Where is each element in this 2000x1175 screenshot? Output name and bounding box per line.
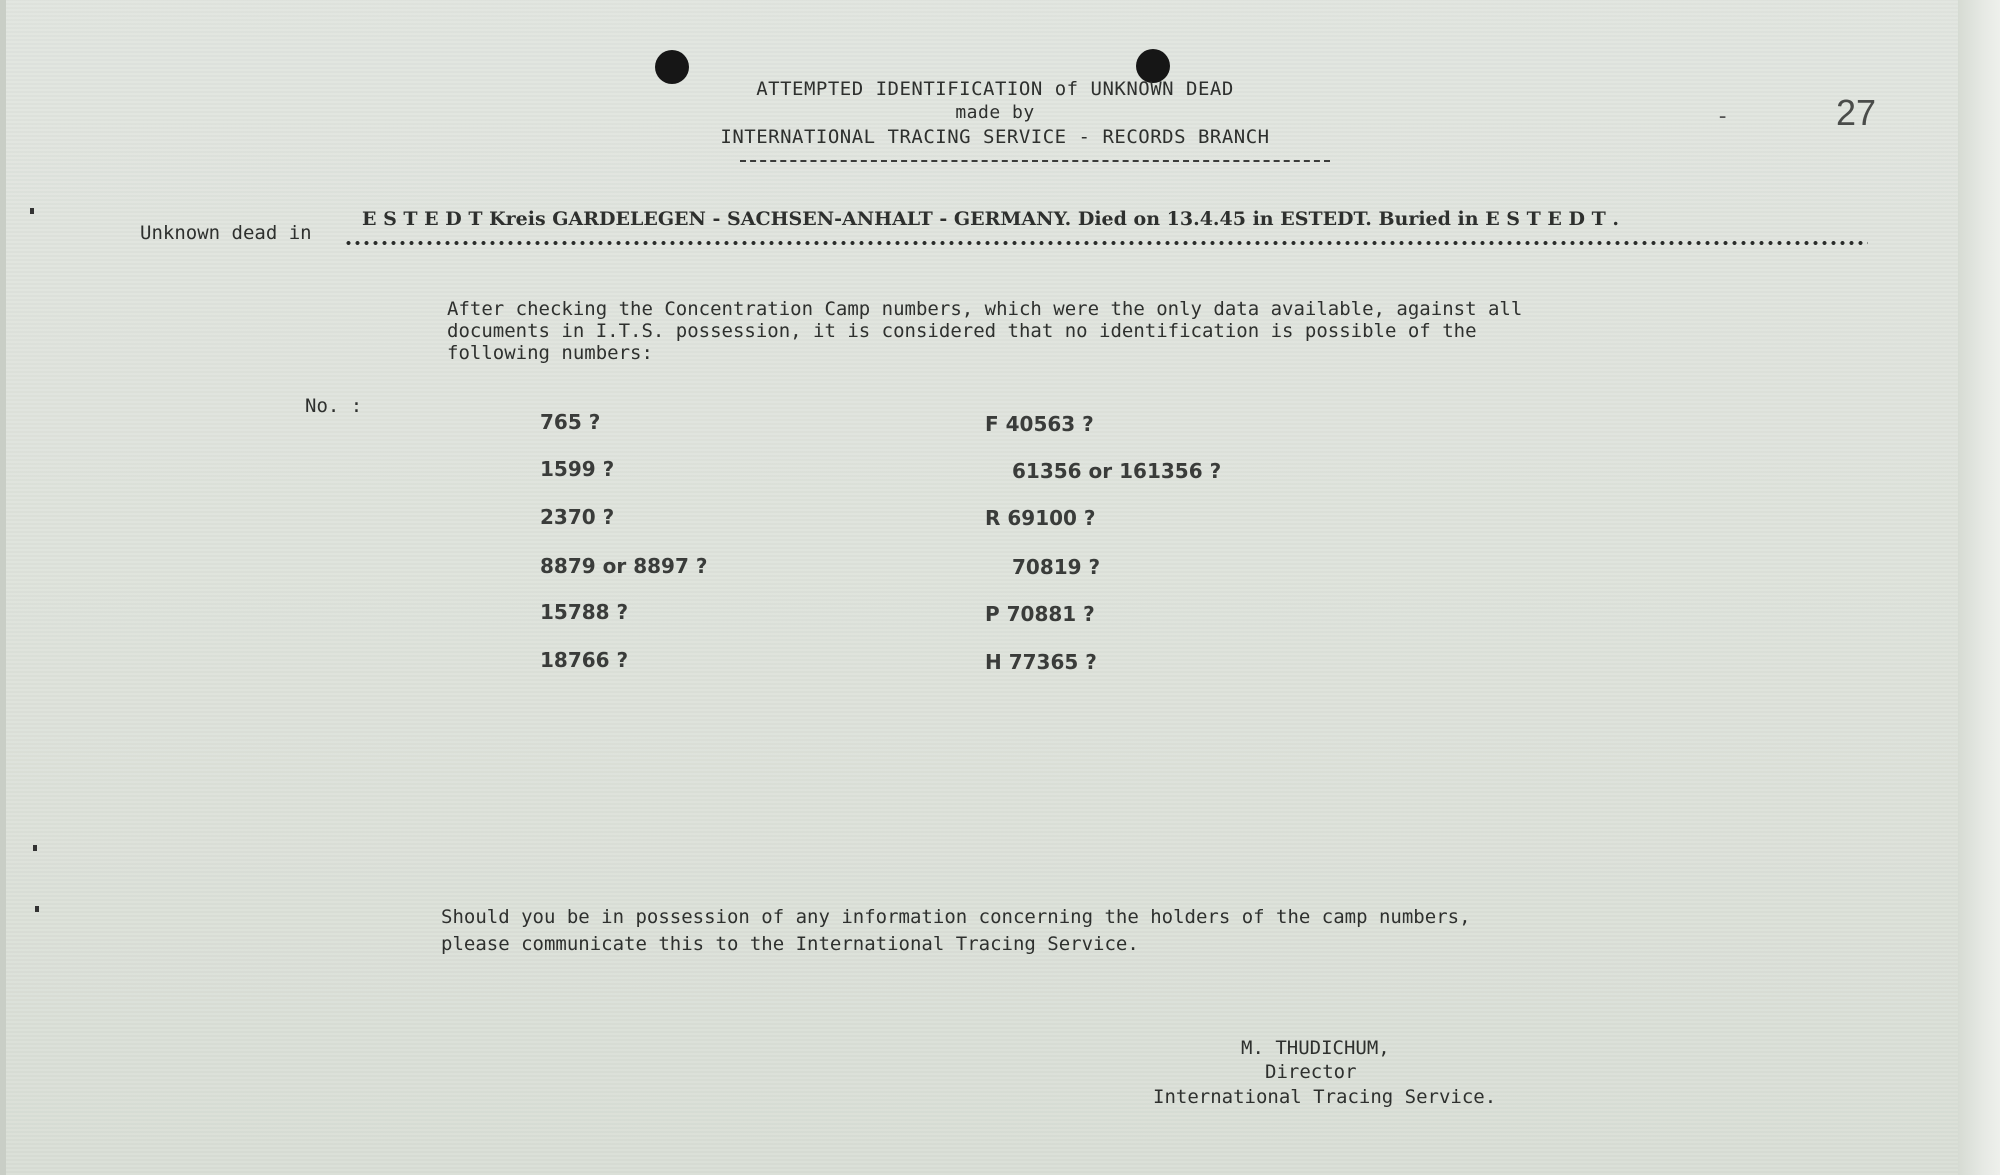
intro-line-1: After checking the Concentration Camp numbers, which were the only data available, against all	[447, 298, 1523, 320]
closing-line-1: Should you be in possession of any information concerning the holders of the camp numbers,	[441, 906, 1471, 928]
number-left-5: 15788 ?	[540, 600, 629, 624]
number-left-2: 1599 ?	[540, 457, 615, 481]
header-title: ATTEMPTED IDENTIFICATION of UNKNOWN DEAD	[756, 78, 1234, 100]
number-left-6: 18766 ?	[540, 648, 629, 672]
page-mark: -	[1716, 104, 1730, 129]
number-left-1: 765 ?	[540, 410, 601, 434]
margin-mark	[33, 845, 37, 851]
closing-line-2: please communicate this to the International Tracing Service.	[441, 933, 1139, 955]
number-right-5: P 70881 ?	[985, 602, 1095, 626]
number-left-4: 8879 or 8897 ?	[540, 554, 708, 578]
left-edge	[0, 0, 6, 1175]
number-right-2: 61356 or 161356 ?	[1012, 459, 1222, 483]
margin-mark	[35, 906, 39, 912]
number-right-4: 70819 ?	[1012, 555, 1101, 579]
dotted-line	[344, 240, 1868, 246]
unknown-dead-place: E S T E D T Kreis GARDELEGEN - SACHSEN-ANHALT - GERMANY. Died on 13.4.45 in ESTEDT. Buried in E S T E D T .	[362, 208, 1619, 230]
intro-line-2: documents in I.T.S. possession, it is considered that no identification is possible of the	[447, 320, 1477, 342]
number-right-3: R 69100 ?	[985, 506, 1096, 530]
number-right-6: H 77365 ?	[985, 650, 1097, 674]
signature-title: Director	[1265, 1061, 1357, 1083]
header-underline	[740, 160, 1330, 162]
page-number: 27	[1836, 92, 1877, 133]
margin-mark	[30, 208, 34, 214]
header-branch: INTERNATIONAL TRACING SERVICE - RECORDS BRANCH	[720, 126, 1270, 148]
number-right-1: F 40563 ?	[985, 412, 1094, 436]
signature-name: M. THUDICHUM,	[1241, 1037, 1390, 1059]
numbers-label: No. :	[305, 395, 363, 417]
header-made-by: made by	[955, 102, 1035, 123]
signature-org: International Tracing Service.	[1153, 1086, 1497, 1108]
number-left-3: 2370 ?	[540, 505, 615, 529]
intro-line-3: following numbers:	[447, 342, 653, 364]
right-edge	[1958, 0, 2000, 1175]
unknown-dead-label: Unknown dead in	[140, 222, 312, 244]
